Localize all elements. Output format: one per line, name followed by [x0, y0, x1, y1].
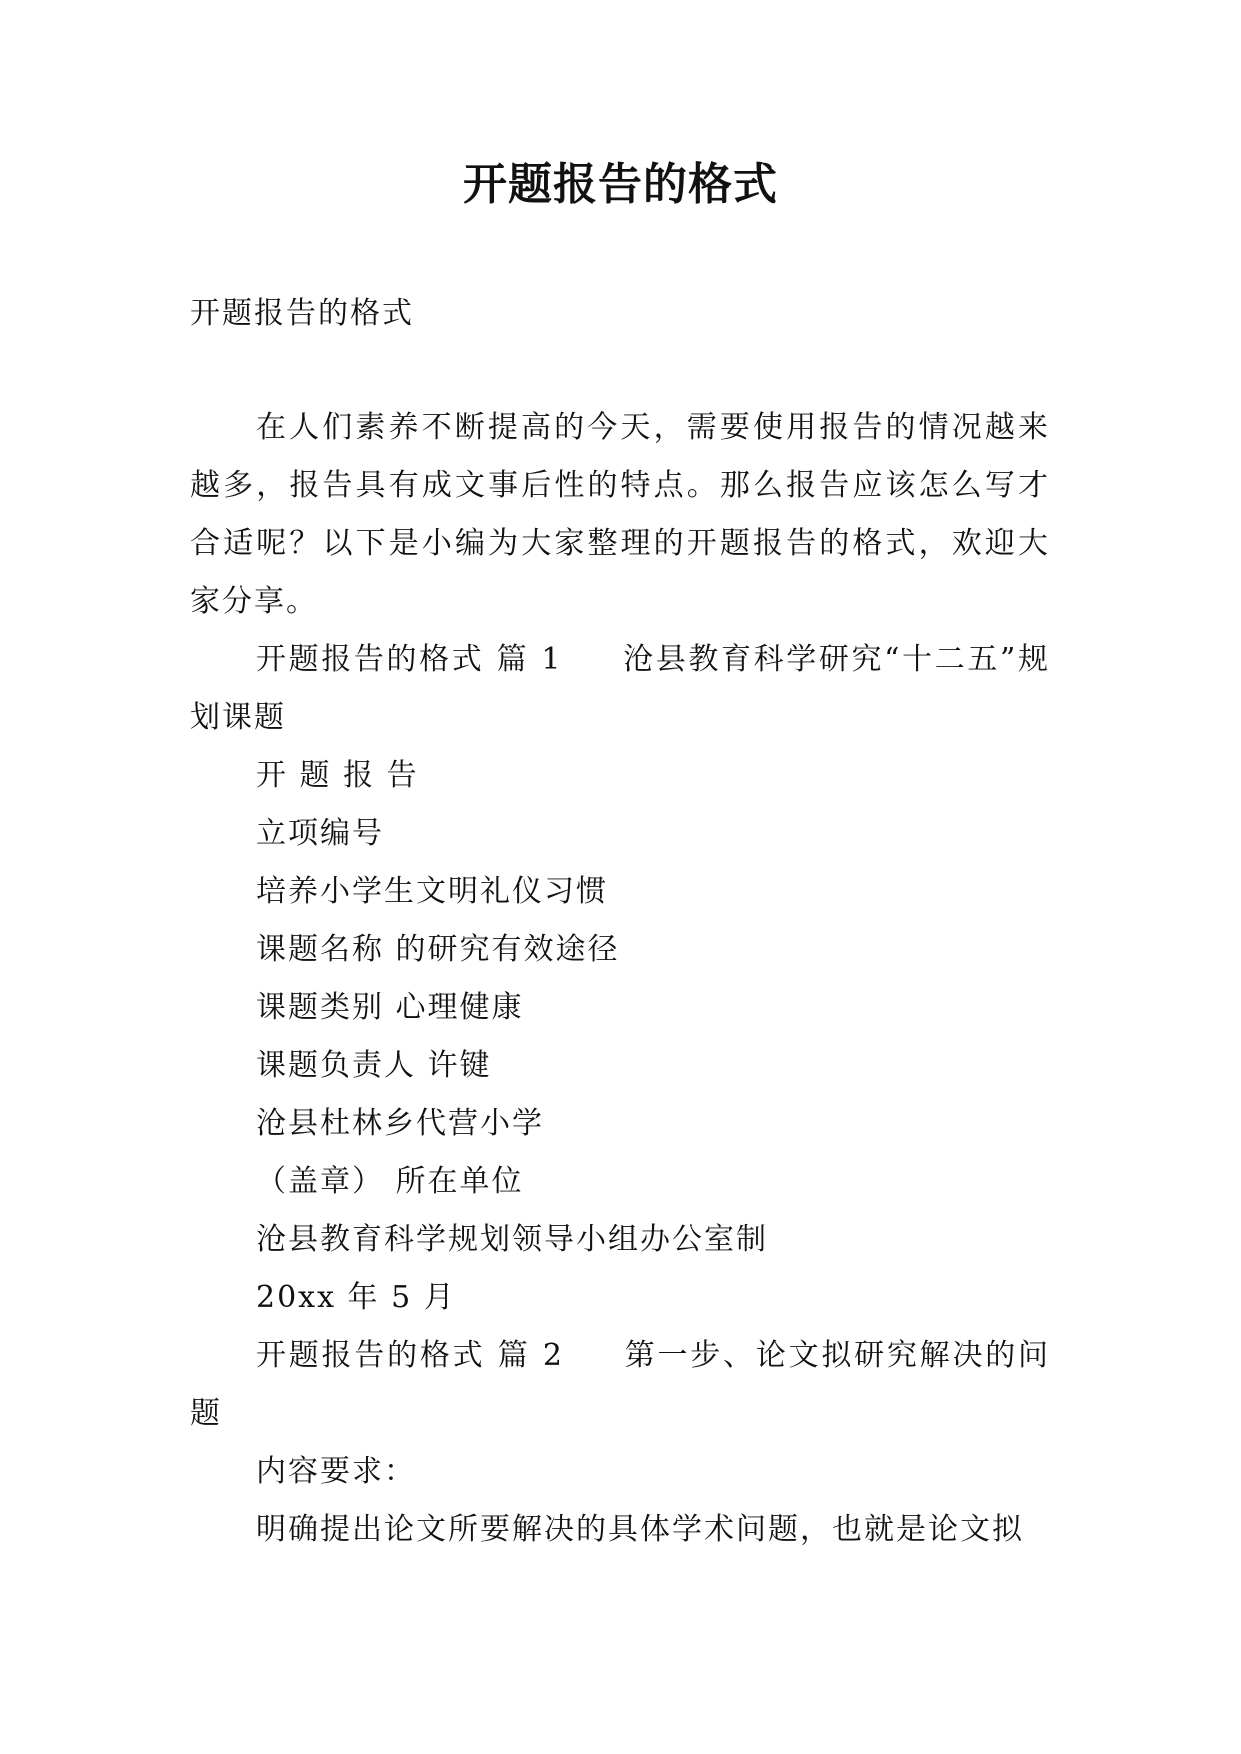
section-2-title: 开题报告的格式 篇 2 — [256, 1338, 564, 1373]
line-kaiti-baogao: 开 题 报 告 — [256, 758, 419, 793]
line-school: 沧县杜林乡代营小学 — [256, 1106, 544, 1141]
section-1-heading — [190, 631, 1050, 747]
section-1-title: 开题报告的格式 篇 1 — [256, 642, 563, 677]
line-topic-category: 课题类别 心理健康 — [256, 990, 524, 1025]
content-requirement-label: 内容要求： — [256, 1454, 416, 1489]
content-requirement-text: 明确提出论文所要解决的具体学术问题，也就是论文拟 — [256, 1512, 1024, 1547]
line-office: 沧县教育科学规划领导小组办公室制 — [256, 1222, 768, 1257]
section-2-title-rest: 第一步、论文拟研究解决的问题 — [190, 1338, 1050, 1431]
document-subtitle: 开题报告的格式 — [190, 296, 414, 331]
section-1-title-rest: 沧县教育科学研究“十二五”规划课题 — [190, 642, 1050, 735]
line-topic-name-1: 培养小学生文明礼仪习惯 — [256, 874, 608, 909]
line-project-number: 立项编号 — [256, 816, 384, 851]
line-seal-unit: （盖章） 所在单位 — [256, 1164, 524, 1199]
page-title: 开题报告的格式 — [463, 159, 778, 210]
line-date: 20xx 年 5 月 — [256, 1280, 456, 1315]
document-body — [190, 285, 1050, 1559]
line-topic-lead: 课题负责人 许键 — [256, 1048, 492, 1083]
section-2-heading — [190, 1327, 1050, 1443]
intro-paragraph: 在人们素养不断提高的今天，需要使用报告的情况越来越多，报告具有成文事后性的特点。那么报告应该怎么写才合适呢？以下是小编为大家整理的开题报告的格式，欢迎大家分享。 — [190, 410, 1050, 619]
line-topic-name-2: 课题名称 的研究有效途径 — [256, 932, 620, 967]
